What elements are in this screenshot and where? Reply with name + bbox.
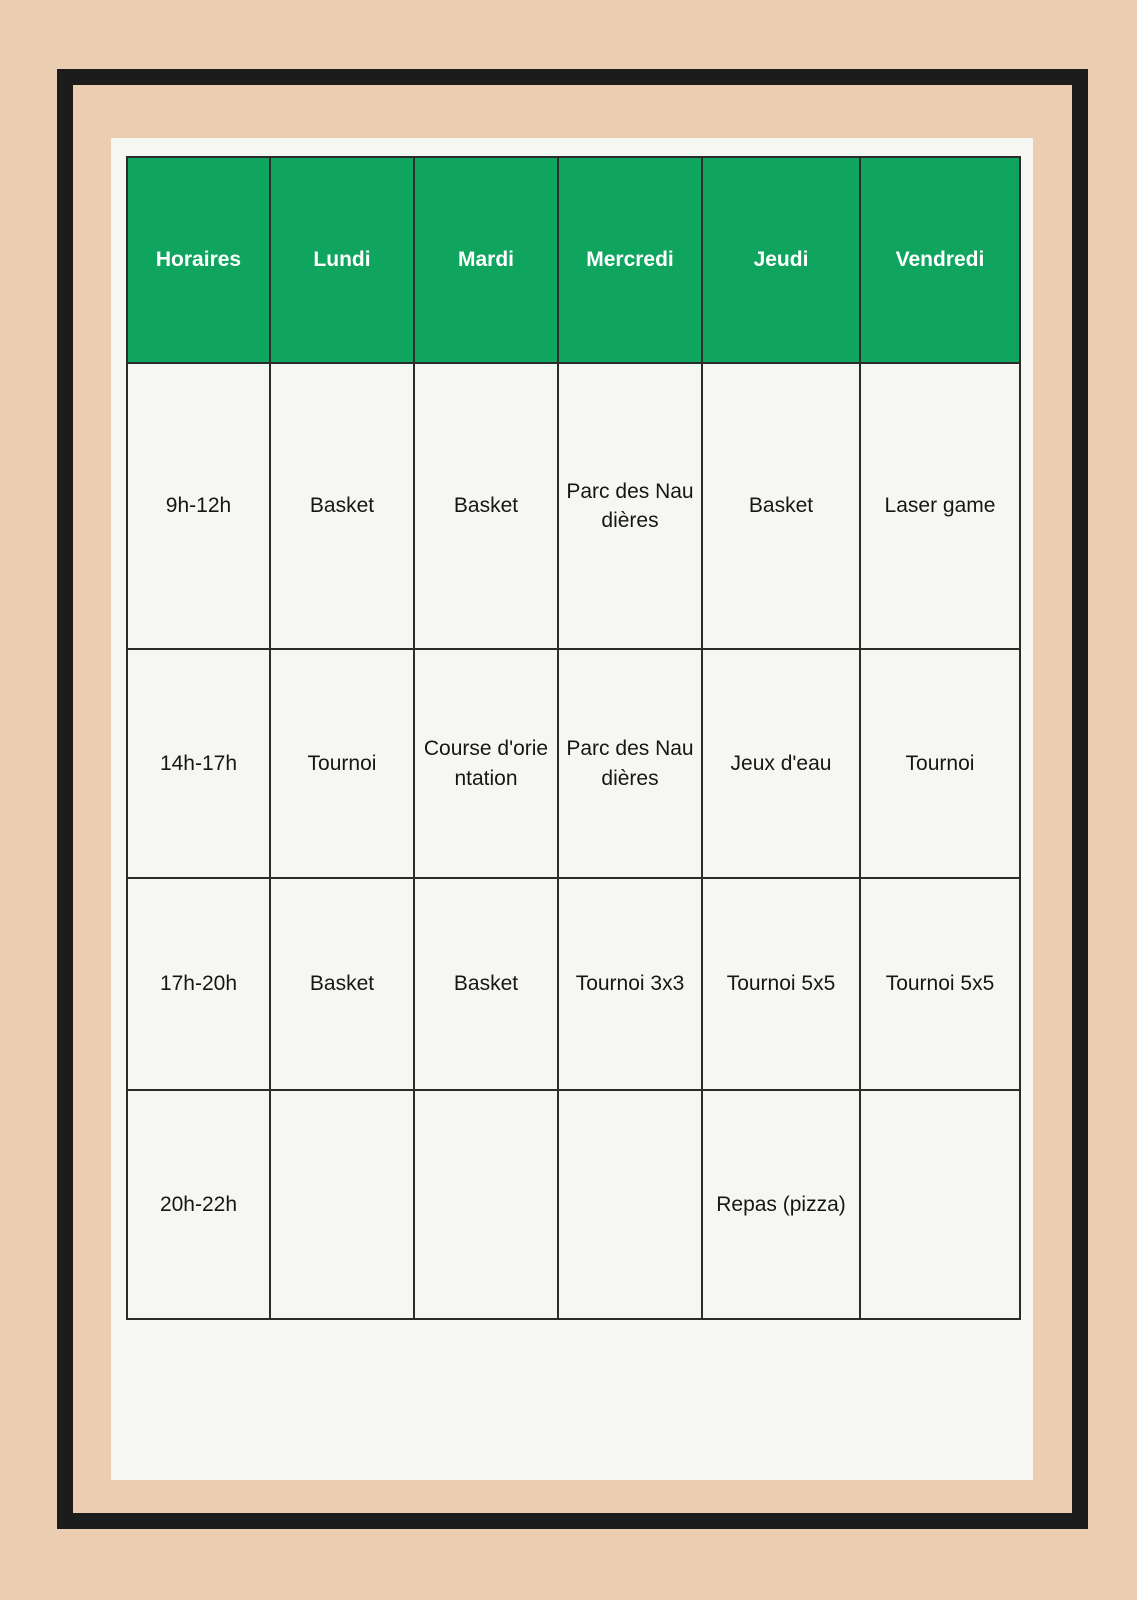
header-mercredi: Mercredi [558,157,702,363]
activity-cell [270,1090,414,1319]
activity-cell: Basket [414,363,558,649]
activity-cell: Tournoi [860,649,1020,878]
activity-cell: Basket [414,878,558,1090]
header-mardi: Mardi [414,157,558,363]
time-cell: 17h-20h [127,878,270,1090]
activity-cell: Tournoi 5x5 [702,878,860,1090]
activity-cell: Repas (pizza) [702,1090,860,1319]
activity-cell [414,1090,558,1319]
table-row [127,1090,1020,1319]
time-cell: 20h-22h [127,1090,270,1319]
activity-cell [860,1090,1020,1319]
activity-cell: Tournoi 3x3 [558,878,702,1090]
activity-cell: Tournoi 5x5 [860,878,1020,1090]
time-cell: 9h-12h [127,363,270,649]
activity-cell: Parc des Naudières [558,363,702,649]
schedule-table [126,156,1021,1320]
activity-cell: Jeux d'eau [702,649,860,878]
header-row [127,157,1020,363]
activity-cell: Parc des Naudières [558,649,702,878]
time-cell: 14h-17h [127,649,270,878]
header-vendredi: Vendredi [860,157,1020,363]
activity-cell: Basket [270,878,414,1090]
header-horaires: Horaires [127,157,270,363]
header-jeudi: Jeudi [702,157,860,363]
activity-cell: Tournoi [270,649,414,878]
activity-cell: Course d'orientation [414,649,558,878]
activity-cell [558,1090,702,1319]
table-row [127,649,1020,878]
table-row [127,363,1020,649]
activity-cell: Basket [270,363,414,649]
table-row [127,878,1020,1090]
activity-cell: Basket [702,363,860,649]
activity-cell: Laser game [860,363,1020,649]
header-lundi: Lundi [270,157,414,363]
